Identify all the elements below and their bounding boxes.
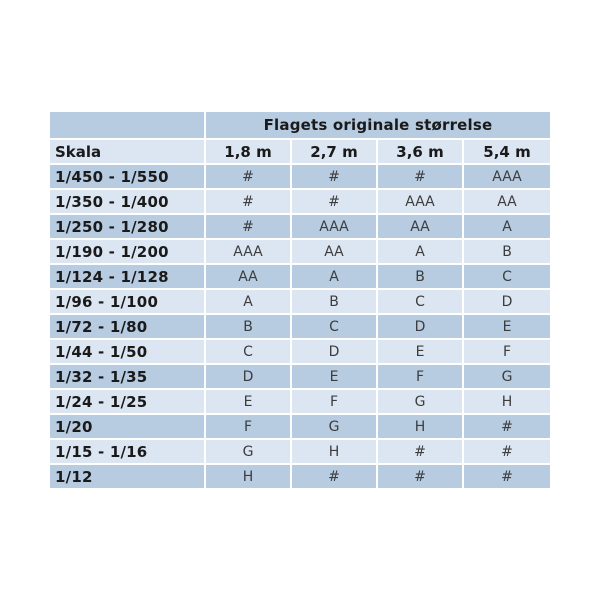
scale-range-label: 1/96 - 1/100: [50, 290, 204, 313]
scale-range-label: 1/190 - 1/200: [50, 240, 204, 263]
size-code-cell: G: [206, 440, 290, 463]
table-row: [50, 240, 550, 263]
size-code-cell: A: [378, 240, 462, 263]
table-title-row: [50, 112, 550, 138]
row-header-label: Skala: [50, 140, 204, 163]
size-code-cell: G: [464, 365, 550, 388]
size-code-cell: C: [292, 315, 376, 338]
size-code-cell: C: [378, 290, 462, 313]
scale-range-label: 1/20: [50, 415, 204, 438]
size-code-cell: E: [378, 340, 462, 363]
table-row: [50, 415, 550, 438]
size-code-cell: B: [464, 240, 550, 263]
size-code-cell: H: [464, 390, 550, 413]
size-code-cell: #: [292, 465, 376, 488]
table-row: [50, 265, 550, 288]
scale-range-label: 1/32 - 1/35: [50, 365, 204, 388]
column-header-3-6m: 3,6 m: [378, 140, 462, 163]
size-code-cell: AA: [464, 190, 550, 213]
size-code-cell: F: [464, 340, 550, 363]
table-row: [50, 315, 550, 338]
table-body: [50, 165, 550, 488]
scale-range-label: 1/450 - 1/550: [50, 165, 204, 188]
size-code-cell: G: [378, 390, 462, 413]
size-code-cell: A: [292, 265, 376, 288]
size-code-cell: #: [292, 165, 376, 188]
size-code-cell: E: [206, 390, 290, 413]
corner-cell: [50, 112, 204, 138]
size-code-cell: #: [378, 440, 462, 463]
size-code-cell: #: [464, 440, 550, 463]
size-code-cell: #: [206, 190, 290, 213]
scale-range-label: 1/12: [50, 465, 204, 488]
column-header-5-4m: 5,4 m: [464, 140, 550, 163]
size-code-cell: G: [292, 415, 376, 438]
size-code-cell: D: [378, 315, 462, 338]
size-code-cell: E: [464, 315, 550, 338]
size-code-cell: F: [206, 415, 290, 438]
table-row: [50, 365, 550, 388]
size-code-cell: AA: [292, 240, 376, 263]
size-code-cell: #: [206, 215, 290, 238]
table-row: [50, 165, 550, 188]
size-code-cell: D: [464, 290, 550, 313]
size-code-cell: #: [378, 165, 462, 188]
size-code-cell: D: [292, 340, 376, 363]
scale-range-label: 1/15 - 1/16: [50, 440, 204, 463]
size-code-cell: D: [206, 365, 290, 388]
size-code-cell: F: [292, 390, 376, 413]
column-header-row: [50, 140, 550, 163]
table-title: Flagets originale størrelse: [206, 112, 550, 138]
size-code-cell: H: [292, 440, 376, 463]
table-row: [50, 340, 550, 363]
size-code-cell: AAA: [206, 240, 290, 263]
table-row: [50, 290, 550, 313]
size-code-cell: H: [206, 465, 290, 488]
size-code-cell: #: [206, 165, 290, 188]
size-code-cell: A: [206, 290, 290, 313]
size-code-cell: #: [378, 465, 462, 488]
size-code-cell: AAA: [464, 165, 550, 188]
size-code-cell: #: [292, 190, 376, 213]
size-code-cell: F: [378, 365, 462, 388]
table-row: [50, 440, 550, 463]
size-code-cell: AA: [206, 265, 290, 288]
table-row: [50, 215, 550, 238]
table-row: [50, 390, 550, 413]
scale-range-label: 1/72 - 1/80: [50, 315, 204, 338]
size-code-cell: B: [206, 315, 290, 338]
flag-size-table: [48, 110, 552, 490]
size-code-cell: AAA: [292, 215, 376, 238]
size-code-cell: B: [378, 265, 462, 288]
scale-range-label: 1/350 - 1/400: [50, 190, 204, 213]
size-code-cell: A: [464, 215, 550, 238]
size-code-cell: H: [378, 415, 462, 438]
scale-range-label: 1/24 - 1/25: [50, 390, 204, 413]
size-code-cell: C: [464, 265, 550, 288]
size-code-cell: AA: [378, 215, 462, 238]
size-code-cell: C: [206, 340, 290, 363]
size-code-cell: #: [464, 415, 550, 438]
scale-range-label: 1/124 - 1/128: [50, 265, 204, 288]
size-code-cell: #: [464, 465, 550, 488]
table-row: [50, 190, 550, 213]
size-code-cell: E: [292, 365, 376, 388]
table-row: [50, 465, 550, 488]
size-code-cell: B: [292, 290, 376, 313]
scale-range-label: 1/250 - 1/280: [50, 215, 204, 238]
size-code-cell: AAA: [378, 190, 462, 213]
column-header-2-7m: 2,7 m: [292, 140, 376, 163]
column-header-1-8m: 1,8 m: [206, 140, 290, 163]
scale-range-label: 1/44 - 1/50: [50, 340, 204, 363]
